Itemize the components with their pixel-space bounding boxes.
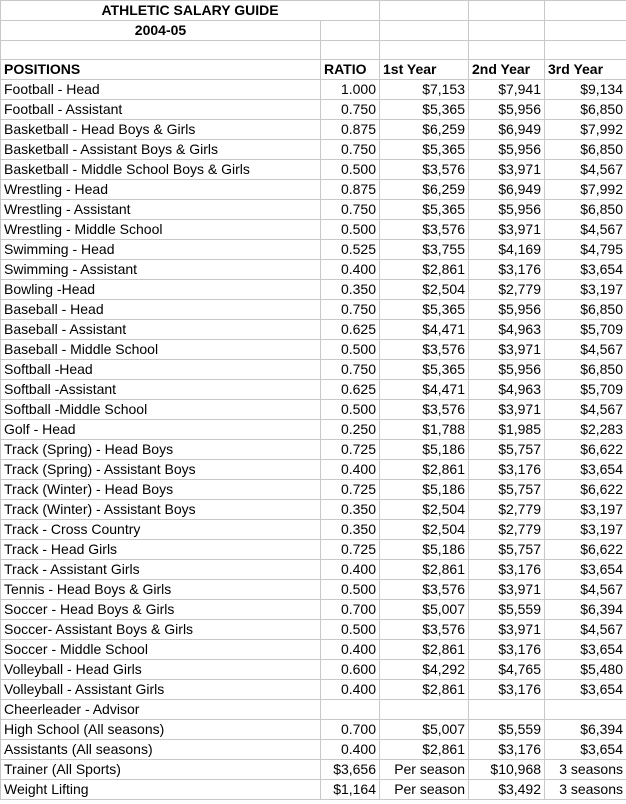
ratio-cell: 0.400 bbox=[321, 460, 380, 480]
ratio-cell: 0.625 bbox=[321, 380, 380, 400]
year3-cell: $6,850 bbox=[545, 140, 626, 160]
header-positions: POSITIONS bbox=[1, 60, 321, 80]
year3-cell: $3,654 bbox=[545, 680, 626, 700]
year3-cell: 3 seasons bbox=[545, 780, 626, 800]
year3-cell: $6,622 bbox=[545, 540, 626, 560]
header-year2: 2nd Year bbox=[469, 60, 545, 80]
table-row bbox=[1, 460, 626, 480]
year1-cell: $5,365 bbox=[380, 140, 469, 160]
table-row bbox=[1, 400, 626, 420]
sheet-subtitle: 2004-05 bbox=[1, 21, 321, 41]
year2-cell: $3,176 bbox=[469, 640, 545, 660]
position-cell: Golf - Head bbox=[1, 420, 321, 440]
year1-cell: $4,471 bbox=[380, 380, 469, 400]
year1-cell: $2,504 bbox=[380, 520, 469, 540]
table-row bbox=[1, 120, 626, 140]
year3-cell: $6,394 bbox=[545, 600, 626, 620]
position-cell: Basketball - Head Boys & Girls bbox=[1, 120, 321, 140]
year1-cell: $2,504 bbox=[380, 500, 469, 520]
ratio-cell: 0.750 bbox=[321, 300, 380, 320]
year2-cell: $6,949 bbox=[469, 120, 545, 140]
year2-cell: $4,765 bbox=[469, 660, 545, 680]
year3-cell: $5,709 bbox=[545, 320, 626, 340]
year3-cell: $6,394 bbox=[545, 720, 626, 740]
ratio-cell: 0.500 bbox=[321, 580, 380, 600]
position-cell: Baseball - Middle School bbox=[1, 340, 321, 360]
position-cell: Track (Winter) - Assistant Boys bbox=[1, 500, 321, 520]
year1-cell: $3,576 bbox=[380, 160, 469, 180]
table-row bbox=[1, 180, 626, 200]
header-ratio: RATIO bbox=[321, 60, 380, 80]
year3-cell: $3,197 bbox=[545, 280, 626, 300]
ratio-cell: 0.400 bbox=[321, 680, 380, 700]
position-cell: Football - Assistant bbox=[1, 100, 321, 120]
table-row bbox=[1, 420, 626, 440]
year2-cell: $10,968 bbox=[469, 760, 545, 780]
position-cell: Track - Cross Country bbox=[1, 520, 321, 540]
position-cell: Assistants (All seasons) bbox=[1, 740, 321, 760]
year2-cell: $1,985 bbox=[469, 420, 545, 440]
ratio-cell: 0.625 bbox=[321, 320, 380, 340]
position-cell: Baseball - Assistant bbox=[1, 320, 321, 340]
table-row bbox=[1, 740, 626, 760]
ratio-cell: 0.750 bbox=[321, 360, 380, 380]
year1-cell: $3,576 bbox=[380, 580, 469, 600]
position-cell: Wrestling - Assistant bbox=[1, 200, 321, 220]
year1-cell: $2,861 bbox=[380, 680, 469, 700]
year3-cell: $3,197 bbox=[545, 500, 626, 520]
year1-cell: $3,576 bbox=[380, 620, 469, 640]
year2-cell: $5,757 bbox=[469, 480, 545, 500]
position-cell: Softball -Assistant bbox=[1, 380, 321, 400]
position-cell: Track (Winter) - Head Boys bbox=[1, 480, 321, 500]
year3-cell: $4,567 bbox=[545, 620, 626, 640]
year3-cell: $4,567 bbox=[545, 580, 626, 600]
year3-cell: $3,654 bbox=[545, 260, 626, 280]
year3-cell: $6,622 bbox=[545, 440, 626, 460]
year1-cell: $7,153 bbox=[380, 80, 469, 100]
ratio-cell: 0.500 bbox=[321, 340, 380, 360]
table-row bbox=[1, 160, 626, 180]
ratio-cell: 0.500 bbox=[321, 160, 380, 180]
year3-cell: $3,654 bbox=[545, 460, 626, 480]
year1-cell: $4,292 bbox=[380, 660, 469, 680]
year2-cell: $2,779 bbox=[469, 280, 545, 300]
year3-cell: $7,992 bbox=[545, 180, 626, 200]
ratio-cell: 0.350 bbox=[321, 500, 380, 520]
year2-cell: $3,971 bbox=[469, 220, 545, 240]
table-row bbox=[1, 760, 626, 780]
header-year1: 1st Year bbox=[380, 60, 469, 80]
position-cell: Wrestling - Middle School bbox=[1, 220, 321, 240]
table-row bbox=[1, 240, 626, 260]
year2-cell: $5,956 bbox=[469, 300, 545, 320]
table-row bbox=[1, 80, 626, 100]
table-row bbox=[1, 300, 626, 320]
year1-cell: $4,471 bbox=[380, 320, 469, 340]
header-row bbox=[1, 60, 626, 80]
position-cell: Soccer - Middle School bbox=[1, 640, 321, 660]
year1-cell: $6,259 bbox=[380, 120, 469, 140]
year3-cell: $5,480 bbox=[545, 660, 626, 680]
year2-cell: $3,176 bbox=[469, 740, 545, 760]
year3-cell: $5,709 bbox=[545, 380, 626, 400]
year3-cell: $9,134 bbox=[545, 80, 626, 100]
year3-cell: $7,992 bbox=[545, 120, 626, 140]
position-cell: Track - Assistant Girls bbox=[1, 560, 321, 580]
table-row bbox=[1, 480, 626, 500]
year2-cell: $5,757 bbox=[469, 540, 545, 560]
table-row bbox=[1, 100, 626, 120]
position-cell: Track - Head Girls bbox=[1, 540, 321, 560]
table-row bbox=[1, 200, 626, 220]
year1-cell: $2,861 bbox=[380, 740, 469, 760]
year2-cell: $4,169 bbox=[469, 240, 545, 260]
year1-cell: Per season bbox=[380, 760, 469, 780]
position-cell: Soccer - Head Boys & Girls bbox=[1, 600, 321, 620]
position-cell: Swimming - Assistant bbox=[1, 260, 321, 280]
table-row bbox=[1, 320, 626, 340]
year3-cell: $4,567 bbox=[545, 160, 626, 180]
table-row bbox=[1, 440, 626, 460]
ratio-cell: 0.725 bbox=[321, 480, 380, 500]
position-cell: Track (Spring) - Head Boys bbox=[1, 440, 321, 460]
table-row bbox=[1, 500, 626, 520]
year2-cell: $5,956 bbox=[469, 100, 545, 120]
year3-cell: $3,654 bbox=[545, 740, 626, 760]
ratio-cell: 0.500 bbox=[321, 220, 380, 240]
table-row bbox=[1, 520, 626, 540]
year2-cell: $2,779 bbox=[469, 520, 545, 540]
ratio-cell: 0.250 bbox=[321, 420, 380, 440]
ratio-cell: $1,164 bbox=[321, 780, 380, 800]
ratio-cell: 0.700 bbox=[321, 720, 380, 740]
year3-cell: $2,283 bbox=[545, 420, 626, 440]
year3-cell: $6,850 bbox=[545, 360, 626, 380]
ratio-cell: 0.400 bbox=[321, 560, 380, 580]
year2-cell: $5,559 bbox=[469, 600, 545, 620]
table-row bbox=[1, 260, 626, 280]
year3-cell: $3,654 bbox=[545, 560, 626, 580]
year2-cell: $3,971 bbox=[469, 620, 545, 640]
year1-cell: $1,788 bbox=[380, 420, 469, 440]
year3-cell: $6,850 bbox=[545, 200, 626, 220]
year2-cell: $5,956 bbox=[469, 200, 545, 220]
year2-cell: $5,956 bbox=[469, 360, 545, 380]
year1-cell: $3,755 bbox=[380, 240, 469, 260]
year2-cell: $6,949 bbox=[469, 180, 545, 200]
year1-cell: $5,365 bbox=[380, 300, 469, 320]
table-row bbox=[1, 620, 626, 640]
year1-cell: $3,576 bbox=[380, 400, 469, 420]
position-cell: Weight Lifting bbox=[1, 780, 321, 800]
table-row bbox=[1, 720, 626, 740]
table-row bbox=[1, 280, 626, 300]
ratio-cell: 0.500 bbox=[321, 400, 380, 420]
year2-cell: $3,176 bbox=[469, 680, 545, 700]
year3-cell: $6,850 bbox=[545, 300, 626, 320]
year1-cell: $5,186 bbox=[380, 540, 469, 560]
year3-cell: $4,795 bbox=[545, 240, 626, 260]
year1-cell: $2,504 bbox=[380, 280, 469, 300]
position-cell: Volleyball - Head Girls bbox=[1, 660, 321, 680]
year1-cell: $5,365 bbox=[380, 100, 469, 120]
ratio-cell: 0.350 bbox=[321, 280, 380, 300]
ratio-cell: 0.725 bbox=[321, 540, 380, 560]
table-row bbox=[1, 680, 626, 700]
year1-cell: $5,186 bbox=[380, 480, 469, 500]
ratio-cell: 0.725 bbox=[321, 440, 380, 460]
table-row bbox=[1, 380, 626, 400]
position-cell: High School (All seasons) bbox=[1, 720, 321, 740]
ratio-cell: $3,656 bbox=[321, 760, 380, 780]
ratio-cell: 0.875 bbox=[321, 180, 380, 200]
position-cell: Football - Head bbox=[1, 80, 321, 100]
year1-cell: $5,365 bbox=[380, 200, 469, 220]
ratio-cell: 0.525 bbox=[321, 240, 380, 260]
position-cell: Volleyball - Assistant Girls bbox=[1, 680, 321, 700]
ratio-cell: 0.750 bbox=[321, 200, 380, 220]
year1-cell: $2,861 bbox=[380, 560, 469, 580]
title-row bbox=[1, 1, 626, 21]
year3-cell: $4,567 bbox=[545, 400, 626, 420]
header-year3: 3rd Year bbox=[545, 60, 626, 80]
table-row bbox=[1, 140, 626, 160]
table-row bbox=[1, 780, 626, 800]
table-row bbox=[1, 360, 626, 380]
year1-cell: $3,576 bbox=[380, 340, 469, 360]
table-row bbox=[1, 340, 626, 360]
cheer-label-row bbox=[1, 700, 626, 720]
year3-cell: $6,622 bbox=[545, 480, 626, 500]
year2-cell: $3,176 bbox=[469, 560, 545, 580]
ratio-cell: 0.500 bbox=[321, 620, 380, 640]
year1-cell: $3,576 bbox=[380, 220, 469, 240]
year3-cell: $4,567 bbox=[545, 220, 626, 240]
year3-cell: $4,567 bbox=[545, 340, 626, 360]
table-row bbox=[1, 220, 626, 240]
table-row bbox=[1, 600, 626, 620]
ratio-cell: 0.875 bbox=[321, 120, 380, 140]
year2-cell: $5,956 bbox=[469, 140, 545, 160]
year2-cell: $5,559 bbox=[469, 720, 545, 740]
subtitle-row bbox=[1, 21, 626, 41]
position-cell: Softball -Middle School bbox=[1, 400, 321, 420]
year2-cell: $3,971 bbox=[469, 340, 545, 360]
position-cell: Bowling -Head bbox=[1, 280, 321, 300]
year2-cell: $7,941 bbox=[469, 80, 545, 100]
year1-cell: $2,861 bbox=[380, 260, 469, 280]
year2-cell: $3,492 bbox=[469, 780, 545, 800]
cheer-label: Cheerleader - Advisor bbox=[1, 700, 321, 720]
year2-cell: $2,779 bbox=[469, 500, 545, 520]
year2-cell: $3,176 bbox=[469, 460, 545, 480]
year1-cell: $5,007 bbox=[380, 720, 469, 740]
blank-row bbox=[1, 41, 626, 60]
position-cell: Softball -Head bbox=[1, 360, 321, 380]
year2-cell: $3,971 bbox=[469, 400, 545, 420]
position-cell: Baseball - Head bbox=[1, 300, 321, 320]
position-cell: Basketball - Middle School Boys & Girls bbox=[1, 160, 321, 180]
year3-cell: $3,654 bbox=[545, 640, 626, 660]
ratio-cell: 0.350 bbox=[321, 520, 380, 540]
year1-cell: $5,365 bbox=[380, 360, 469, 380]
position-cell: Wrestling - Head bbox=[1, 180, 321, 200]
year1-cell: Per season bbox=[380, 780, 469, 800]
ratio-cell: 0.600 bbox=[321, 660, 380, 680]
position-cell: Swimming - Head bbox=[1, 240, 321, 260]
year1-cell: $5,007 bbox=[380, 600, 469, 620]
table-row bbox=[1, 640, 626, 660]
ratio-cell: 0.750 bbox=[321, 100, 380, 120]
table-row bbox=[1, 580, 626, 600]
year2-cell: $4,963 bbox=[469, 380, 545, 400]
position-cell: Basketball - Assistant Boys & Girls bbox=[1, 140, 321, 160]
year1-cell: $6,259 bbox=[380, 180, 469, 200]
year1-cell: $2,861 bbox=[380, 640, 469, 660]
year1-cell: $2,861 bbox=[380, 460, 469, 480]
ratio-cell: 0.700 bbox=[321, 600, 380, 620]
year2-cell: $4,963 bbox=[469, 320, 545, 340]
position-cell: Tennis - Head Boys & Girls bbox=[1, 580, 321, 600]
ratio-cell: 0.400 bbox=[321, 740, 380, 760]
year3-cell: $6,850 bbox=[545, 100, 626, 120]
ratio-cell: 0.400 bbox=[321, 640, 380, 660]
ratio-cell: 1.000 bbox=[321, 80, 380, 100]
table-row bbox=[1, 660, 626, 680]
year2-cell: $3,971 bbox=[469, 580, 545, 600]
year2-cell: $3,176 bbox=[469, 260, 545, 280]
year2-cell: $5,757 bbox=[469, 440, 545, 460]
ratio-cell: 0.400 bbox=[321, 260, 380, 280]
table-row bbox=[1, 560, 626, 580]
position-cell: Soccer- Assistant Boys & Girls bbox=[1, 620, 321, 640]
ratio-cell: 0.750 bbox=[321, 140, 380, 160]
year2-cell: $3,971 bbox=[469, 160, 545, 180]
year3-cell: 3 seasons bbox=[545, 760, 626, 780]
year1-cell: $5,186 bbox=[380, 440, 469, 460]
sheet-title: ATHLETIC SALARY GUIDE bbox=[1, 1, 380, 21]
year3-cell: $3,197 bbox=[545, 520, 626, 540]
table-row bbox=[1, 540, 626, 560]
position-cell: Trainer (All Sports) bbox=[1, 760, 321, 780]
position-cell: Track (Spring) - Assistant Boys bbox=[1, 460, 321, 480]
